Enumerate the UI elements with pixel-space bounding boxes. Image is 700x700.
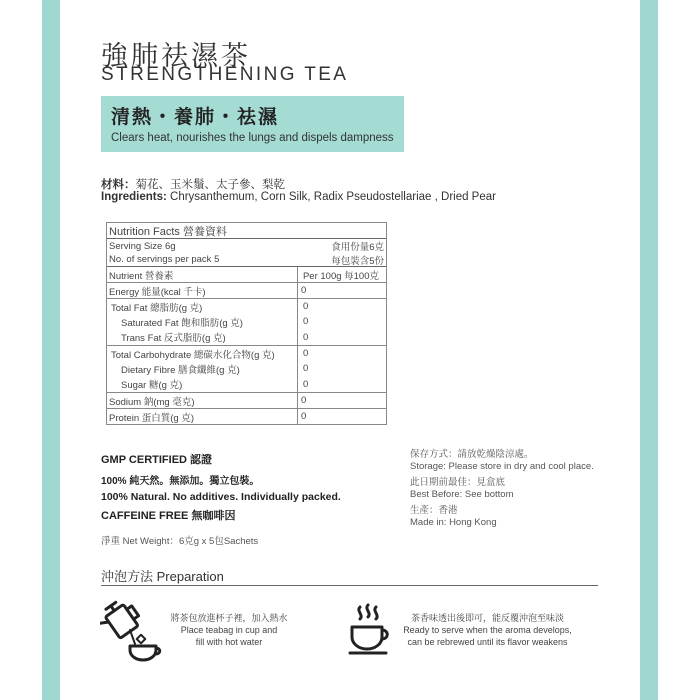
nutrient-value: 0 bbox=[303, 316, 309, 328]
nutrient-value: 0 bbox=[303, 378, 309, 390]
steaming-cup-icon bbox=[348, 603, 392, 655]
right-stripe bbox=[640, 0, 658, 700]
teapot-pour-icon bbox=[100, 600, 162, 662]
nutrient-value: 0 bbox=[303, 348, 309, 360]
origin-en: Made in: Hong Kong bbox=[410, 517, 497, 528]
origin-cn: 生產：香港 bbox=[410, 505, 458, 516]
preparation-divider bbox=[101, 585, 598, 586]
nutrient-header: Nutrient 營養素 bbox=[109, 270, 174, 282]
nutrient-label: Trans Fat 反式脂肪(g 克) bbox=[121, 333, 226, 345]
nutrient-value: 0 bbox=[297, 409, 382, 424]
tagline-cn: 清熱・養肺・祛濕 bbox=[111, 106, 280, 128]
nutrient-label: Total Carbohydrate 總碳水化合物(g 克) bbox=[111, 349, 275, 361]
best-before-en: Best Before: See bottom bbox=[410, 489, 514, 500]
nutrient-label: Dietary Fibre 膳食纖維(g 克) bbox=[121, 364, 240, 376]
nutrient-value: 0 bbox=[303, 363, 309, 375]
storage-block bbox=[410, 449, 594, 529]
carb-group bbox=[107, 346, 386, 393]
natural-claim-en: 100% Natural. No additives. Individually packed. bbox=[101, 491, 341, 503]
storage-cn: 保存方式：請放乾燥陰涼處。 bbox=[410, 449, 534, 460]
step2-text bbox=[395, 612, 580, 648]
product-title-cn: 強肺祛濕茶 bbox=[101, 41, 251, 72]
carb-labels bbox=[107, 346, 297, 392]
nutrient-label: Energy 能量(kcal 千卡) bbox=[109, 286, 206, 298]
nutrient-label: Total Fat 總脂肪(g 克) bbox=[111, 302, 203, 314]
claims-block bbox=[101, 451, 341, 547]
servings-row bbox=[107, 253, 386, 267]
table-row bbox=[107, 393, 386, 409]
nutrition-title-row bbox=[107, 223, 386, 239]
product-title-en: STRENGTHENING TEA bbox=[101, 64, 349, 85]
ingredients-label-en: Ingredients: bbox=[101, 191, 167, 203]
best-before-cn: 此日期前最佳：見盒底 bbox=[410, 477, 506, 488]
tagline-banner bbox=[101, 96, 404, 152]
nutrient-label: Saturated Fat 飽和脂肪(g 克) bbox=[121, 317, 243, 329]
step1-cn: 將茶包放進杯子裡，加入熱水 bbox=[170, 613, 288, 623]
step2-en-line1: Ready to serve when the aroma develops, bbox=[403, 625, 572, 635]
preparation-title: 沖泡方法 Preparation bbox=[101, 569, 224, 584]
tagline-en: Clears heat, nourishes the lungs and dispels dampness bbox=[111, 132, 394, 144]
per-header: Per 100g 每100克 bbox=[297, 267, 382, 282]
nutrient-value: 0 bbox=[303, 331, 309, 343]
table-row bbox=[107, 409, 386, 424]
nutrient-label: Sugar 糖(g 克) bbox=[121, 380, 183, 392]
serving-size-cn: 食用份量6克 bbox=[331, 242, 384, 253]
fat-group bbox=[107, 299, 386, 346]
nutrient-label: Sodium 鈉(mg 毫克) bbox=[109, 396, 195, 408]
fat-labels bbox=[107, 299, 297, 345]
nutrient-value: 0 bbox=[297, 393, 382, 408]
nutrition-table bbox=[106, 222, 387, 425]
caffeine-free: CAFFEINE FREE 無咖啡因 bbox=[101, 510, 236, 522]
ingredients-label-cn: 材料： bbox=[101, 179, 136, 191]
serving-size: Serving Size 6g bbox=[109, 240, 176, 252]
step2-cn: 茶香味透出後即可，能反覆沖泡至味淡 bbox=[410, 613, 564, 623]
servings-per-pack: No. of servings per pack 5 bbox=[109, 254, 220, 265]
left-stripe bbox=[42, 0, 60, 700]
natural-claim-cn: 100% 純天然。無添加。獨立包裝。 bbox=[101, 476, 260, 487]
fat-values bbox=[297, 299, 382, 345]
gmp-certified: GMP CERTIFIED 認證 bbox=[101, 454, 213, 466]
ingredients-value-en: Chrysanthemum, Corn Silk, Radix Pseudostellariae , Dried Pear bbox=[166, 191, 496, 203]
ingredients-en bbox=[101, 191, 496, 203]
step1-en-line1: Place teabag in cup and bbox=[180, 625, 278, 635]
carb-values bbox=[297, 346, 382, 392]
servings-per-pack-cn: 每包裝含5份 bbox=[331, 255, 384, 267]
table-row bbox=[107, 283, 386, 299]
nutrient-value: 0 bbox=[297, 283, 382, 298]
step2-en-line2: can be rebrewed until its flavor weakens bbox=[407, 637, 568, 647]
serving-size-row bbox=[107, 239, 386, 253]
ingredients-value-cn: 菊花、玉米鬚、太子參、梨乾 bbox=[135, 179, 285, 191]
step1-text bbox=[166, 612, 292, 648]
nutrient-header-row bbox=[107, 267, 386, 283]
nutrition-title: Nutrition Facts 營養資料 bbox=[109, 225, 227, 238]
storage-en: Storage: Please store in dry and cool place. bbox=[410, 461, 594, 472]
ingredients-cn bbox=[101, 176, 285, 192]
net-weight: 淨重 Net Weight：6克g x 5包Sachets bbox=[101, 536, 259, 547]
nutrient-value: 0 bbox=[303, 301, 309, 313]
step1-en-line2: fill with hot water bbox=[195, 637, 263, 647]
nutrient-label: Protein 蛋白質(g 克) bbox=[109, 412, 194, 424]
